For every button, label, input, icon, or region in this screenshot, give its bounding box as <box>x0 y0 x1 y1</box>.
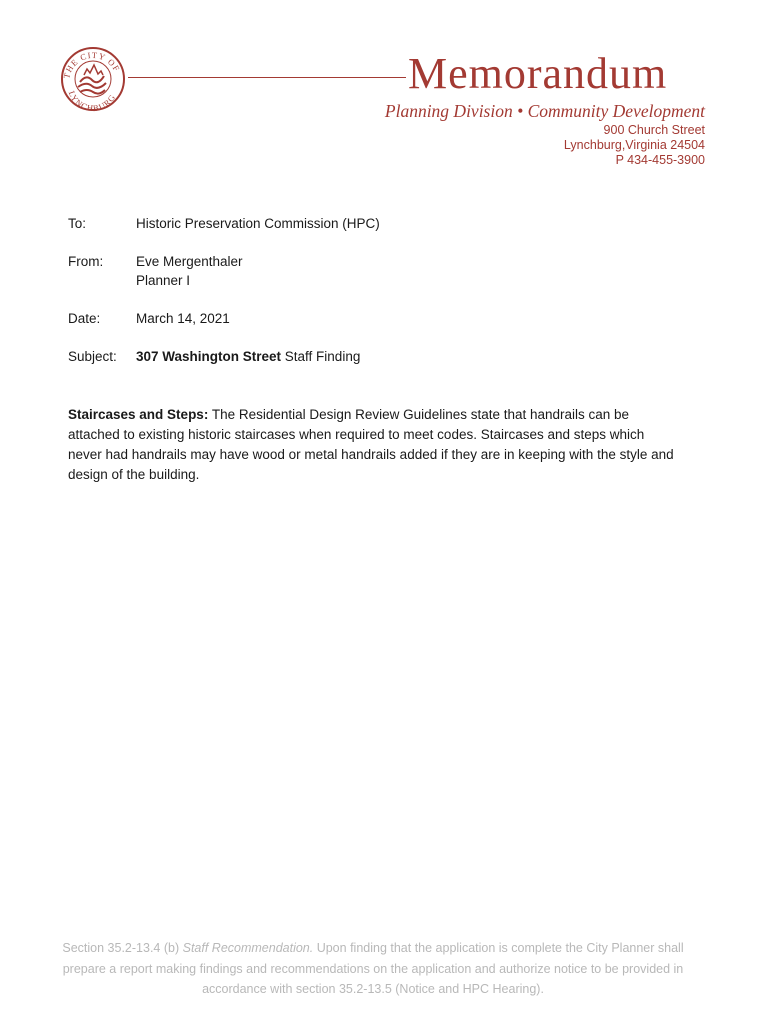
footer-section: Section 35.2-13.4 (b) <box>62 941 183 955</box>
to-label: To: <box>68 216 87 231</box>
body-heading: Staircases and Steps: <box>68 407 209 422</box>
city-seal-logo <box>60 42 126 116</box>
address-city: Lynchburg,Virginia 24504 <box>563 138 705 152</box>
division-line: Planning Division • Community Development <box>384 101 705 121</box>
date-value: March 14, 2021 <box>136 311 230 326</box>
subject-rest: Staff Finding <box>281 349 361 364</box>
body-text: The Residential Design Review Guidelines state that handrails can be attached to existing historic staircases when required to meet codes. Staircases and steps which never had handrails may have wood or metal handrails added if they are in keeping with the style and design of the building. <box>68 407 674 482</box>
memo-title: Memorandum <box>408 49 668 98</box>
svg-text:LYNCHBURG <box>67 89 118 113</box>
date-label: Date: <box>68 311 101 326</box>
from-title: Planner I <box>136 273 191 288</box>
footer-italic: Staff Recommendation. <box>182 941 314 955</box>
body-paragraph <box>68 405 678 485</box>
subject-address: 307 Washington Street <box>136 349 282 364</box>
subject-label: Subject: <box>68 349 117 364</box>
address-phone: P 434-455-3900 <box>615 153 705 167</box>
to-value: Historic Preservation Commission (HPC) <box>136 216 380 231</box>
seal-text-bottom: LYNCHBURG <box>66 89 118 114</box>
from-label: From: <box>68 254 104 269</box>
from-name: Eve Mergenthaler <box>136 254 243 269</box>
letterhead-rule <box>128 77 406 78</box>
address-street: 900 Church Street <box>603 123 705 137</box>
subject-value <box>136 349 360 364</box>
footer-note <box>60 938 686 1000</box>
footer-text: Upon finding that the application is complete the City Planner shall prepare a report making findings and recommendations on the application and authorize notice to be provided in accordance with section 35.2-13.5 (Notice and HPC Hearing). <box>62 941 684 996</box>
seal-text-top: THE CITY OF <box>61 49 123 80</box>
